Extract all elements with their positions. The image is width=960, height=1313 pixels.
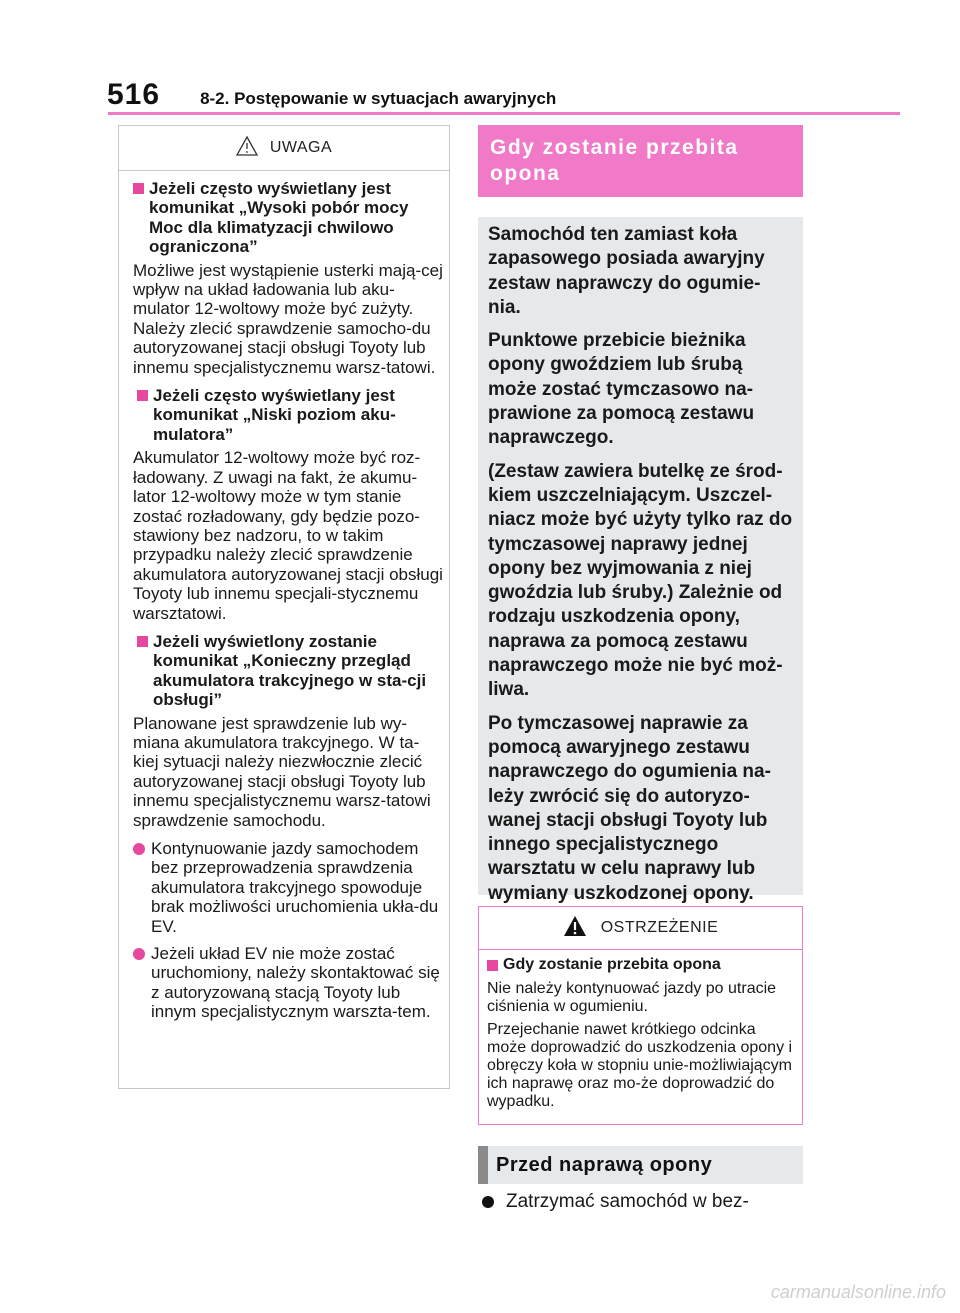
uwaga-item-heading: Jeżeli wyświetlony zostanie komunikat „Konieczny przegląd akumulatora trakcyjnego w sta-cji obsługi” [137, 632, 443, 710]
warning-outline-icon [236, 136, 258, 161]
przed-bullet: Zatrzymać samochód w bez- [482, 1191, 802, 1213]
uwaga-item-text: Planowane jest sprawdzenie lub wy-miana akumulatora trakcyjnego. W ta-kiej sytuacji należy niezwłocznie zlecić autoryzowanej stacji obsługi Toyoty lub innemu specjalistycznemu warsz-tatowi sprawdzenie samochodu. [133, 713, 431, 830]
warning-filled-icon [563, 915, 587, 942]
ostrzezenie-warning-box [478, 906, 803, 1125]
black-bullet-icon [482, 1196, 494, 1208]
page-header [107, 78, 556, 112]
uwaga-title: UWAGA [269, 139, 333, 156]
watermark: carmanualsonline.info [770, 1282, 946, 1302]
ostrzezenie-text: Nie należy kontynuować jazdy po utracie ciśnienia w ogumieniu. [487, 979, 777, 1015]
uwaga-notice-box [118, 125, 450, 1089]
przed-heading-label: Przed naprawą opony [496, 1153, 713, 1176]
ostrzezenie-title: OSTRZEŻENIE [600, 919, 719, 936]
uwaga-item-text: Akumulator 12-woltowy może być roz-ładowany. Z uwagi na fakt, że akumu-lator 12-woltowy może w tym stanie zostać rozładowany, gdy będzie pozo-stawiony bez nadzoru, to w takim przypadku należy zlecić sprawdzenie akumulatora autoryzowanej stacji obsługi Toyoty lub innemu specjali-stycznemu warsztatowi. [133, 448, 443, 623]
heading-accent-bar [478, 1146, 488, 1184]
ostrzezenie-body [479, 950, 802, 1110]
uwaga-item-heading: Jeżeli często wyświetlany jest komunikat „Niski poziom aku-mulatora” [137, 386, 443, 444]
main-paragraph: Samochód ten zamiast koła zapasowego posiada awaryjny zestaw naprawczy do ogumie-nia. [488, 224, 765, 318]
section-title: 8-2. Postępowanie w sytuacjach awaryjnych [200, 89, 557, 108]
uwaga-item-heading: Jeżeli często wyświetlany jest komunikat „Wysoki pobór mocy Moc dla klimatyzacji chwilowo ograniczona” [133, 179, 443, 257]
uwaga-body [119, 171, 449, 1022]
pink-square-icon [137, 636, 148, 647]
pink-square-icon [487, 960, 498, 971]
uwaga-item-text: Możliwe jest wystąpienie usterki mają-cej wpływ na układ ładowania lub aku-mulator 12-woltowy może być zużyty. Należy zlecić sprawdzenie samocho-du autoryzowanej stacji obsługi Toyoty lub innemu specjalistycznemu warsz-tatowi. [133, 260, 443, 377]
main-paragraph: Po tymczasowej naprawie za pomocą awaryjnego zestawu naprawczego do ogumienia na-leży zwrócić się do autoryzo-wanej stacji obsługi Toyoty lub innego specjalistycznego warsztatu w celu naprawy lub wymiany uszkodzonej opony. [488, 712, 771, 904]
header-divider [108, 112, 900, 115]
ostrzezenie-text: Przejechanie nawet krótkiego odcinka może doprowadzić do uszkodzenia opony i obręczy koła w stopniu unie-możliwiającym ich naprawę oraz mo-że doprowadzić do wypadku. [487, 1021, 793, 1110]
ostrzezenie-heading: Gdy zostanie przebita opona [487, 956, 794, 974]
main-paragraph: (Zestaw zawiera butelkę ze środ-kiem uszczelniającym. Uszczel-niacz może być użyty tylko raz do tymczasowej naprawy jednej opony bez wyjmowania z niej gwoździa lub śruby.) Zależnie od rodzaju uszkodzenia opony, naprawa za pomocą zestawu naprawczego może nie być moż-liwa. [488, 460, 793, 701]
pink-bullet-icon [133, 843, 145, 855]
page-number: 516 [107, 78, 161, 111]
pink-square-icon [133, 183, 144, 194]
main-section-heading: Gdy zostanie przebita opona [478, 125, 803, 197]
przed-section-heading [478, 1146, 803, 1184]
uwaga-bullet: Jeżeli układ EV nie może zostać uruchomiony, należy skontaktować się z autoryzowaną stacją Toyoty lub innym specjalistycznym warszta-tem. [133, 944, 443, 1022]
pink-square-icon [137, 390, 148, 401]
uwaga-bullet: Kontynuowanie jazdy samochodem bez przeprowadzenia sprawdzenia akumulatora trakcyjnego spowoduje brak możliwości uruchomienia ukła-du EV. [133, 839, 443, 936]
ostrzezenie-header [479, 907, 802, 950]
main-info-panel [478, 217, 803, 904]
pink-bullet-icon [133, 948, 145, 960]
main-paragraph: Punktowe przebicie bieżnika opony gwoździem lub śrubą może zostać tymczasowo na-prawione za pomocą zestawu naprawczego. [488, 330, 755, 449]
uwaga-header [119, 126, 449, 171]
